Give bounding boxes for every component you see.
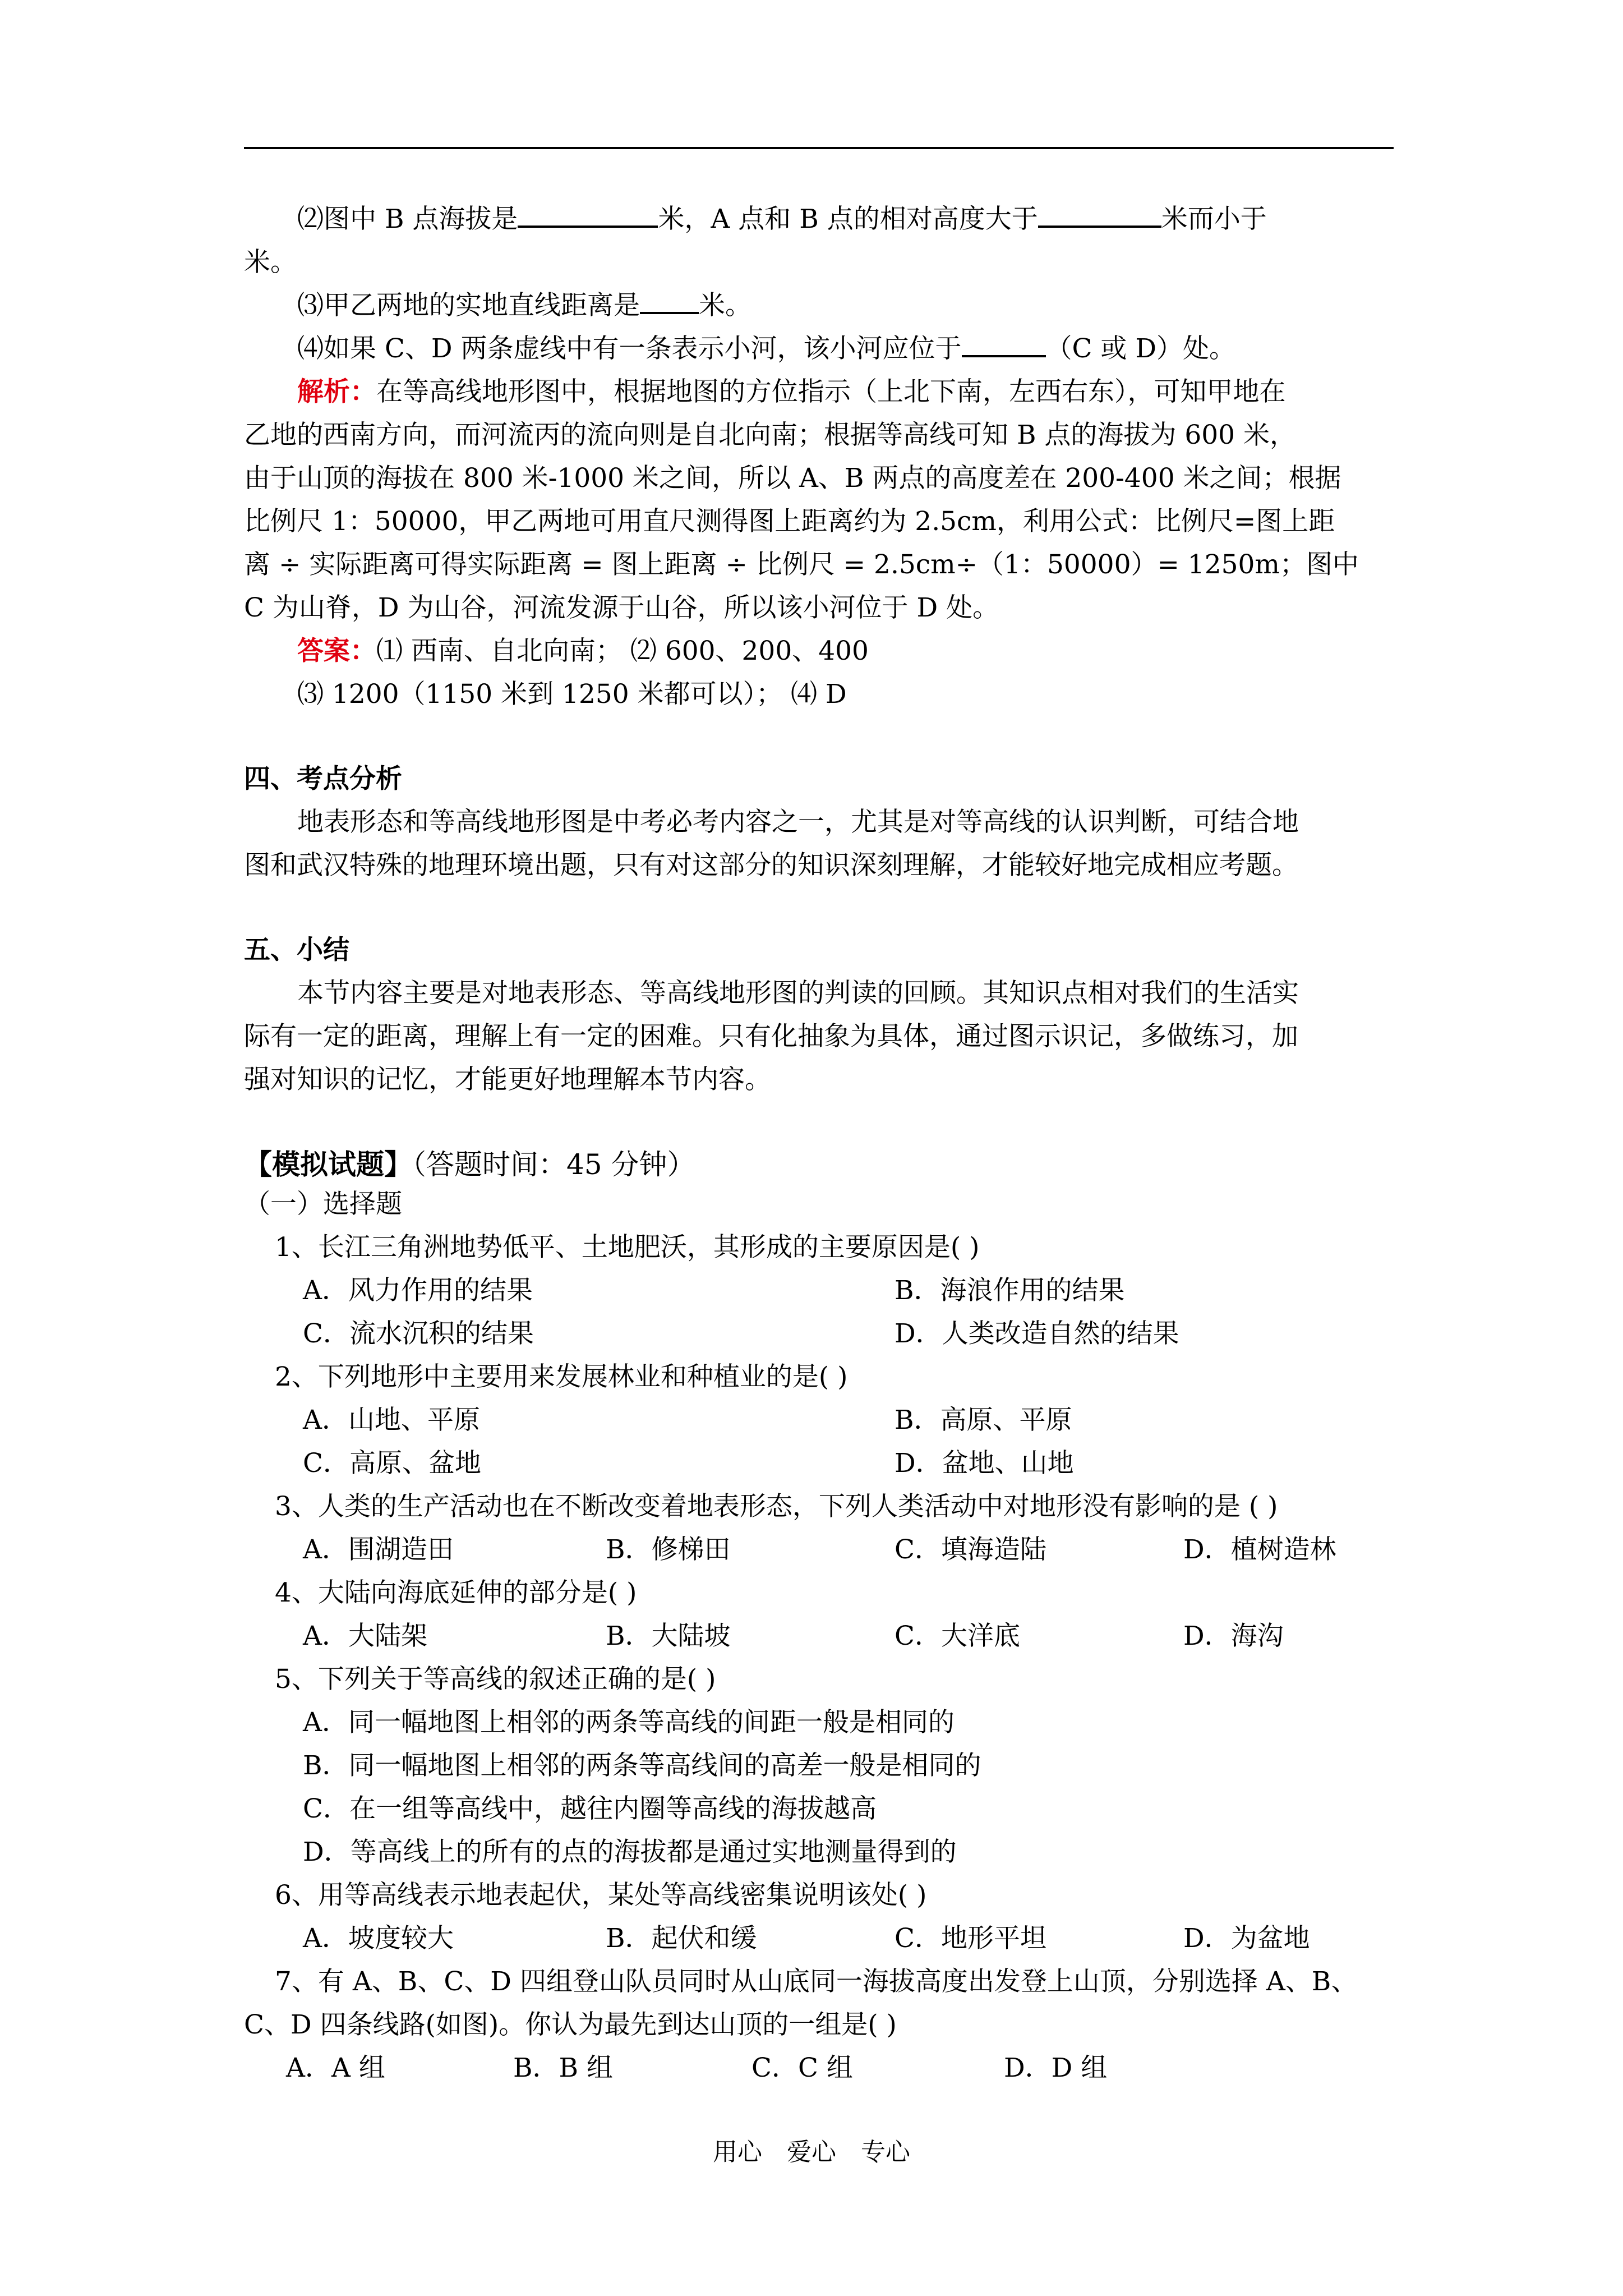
q4-option-c: C．大洋底 (895, 1621, 1020, 1651)
answer-line-1: 答案：⑴ 西南、自北向南； ⑵ 600、200、400 (297, 636, 869, 666)
q5-option-a: A．同一幅地图上相邻的两条等高线的间距一般是相同的 (303, 1707, 955, 1738)
section-4-line-1: 地表形态和等高线地形图是中考必考内容之一，尤其是对等高线的认识判断，可结合地 (297, 807, 1299, 838)
question-5-mock: 5、下列关于等高线的叙述正确的是( ) (275, 1664, 716, 1695)
q7-option-c: C．C 组 (751, 2053, 853, 2083)
q3-option-d: D．植树造林 (1183, 1534, 1336, 1565)
analysis-line-4: 比例尺 1：50000，甲乙两地可用直尺测得图上距离约为 2.5cm，利用公式：比例尺=图上距 (244, 506, 1335, 537)
q1-option-b: B．海浪作用的结果 (895, 1275, 1125, 1306)
q1-option-a: A．风力作用的结果 (303, 1275, 533, 1306)
answer-line-2: ⑶ 1200（1150 米到 1250 米都可以）； ⑷ D (297, 679, 847, 710)
choice-heading: （一）选择题 (244, 1189, 402, 1220)
section-5-line-3: 强对知识的记忆，才能更好地理解本节内容。 (244, 1064, 771, 1095)
q2-option-a: A．山地、平原 (303, 1405, 480, 1435)
q5-option-d: D．等高线上的所有的点的海拔都是通过实地测量得到的 (303, 1837, 957, 1867)
q6-option-c: C．地形平坦 (895, 1923, 1046, 1954)
q2-option-b: B．高原、平原 (895, 1405, 1072, 1435)
question-6-mock: 6、用等高线表示地表起伏，某处等高线密集说明该处( ) (275, 1880, 927, 1911)
q6-option-a: A．坡度较大 (303, 1923, 454, 1954)
answer-label: 答案： (297, 636, 376, 666)
q1-option-d: D．人类改造自然的结果 (895, 1318, 1179, 1349)
page-footer: 用心 爱心 专心 (713, 2138, 910, 2166)
q5-option-b: B．同一幅地图上相邻的两条等高线间的高差一般是相同的 (303, 1750, 981, 1781)
mock-test-time: （答题时间：45 分钟） (412, 1148, 695, 1181)
q4-option-d: D．海沟 (1183, 1621, 1284, 1651)
question-2: 2、下列地形中主要用来发展林业和种植业的是( ) (275, 1361, 848, 1392)
analysis-line-1: 解析：在等高线地形图中，根据地图的方位指示（上北下南，左西右东），可知甲地在 (297, 376, 1286, 407)
q7-option-a: A．A 组 (286, 2053, 385, 2083)
question-2-line-1: ⑵图中 B 点海拔是 米，A 点和 B 点的相对高度大于 米而小于 (297, 197, 1441, 241)
q6-option-d: D．为盆地 (1183, 1923, 1310, 1954)
analysis-label: 解析： (297, 376, 376, 407)
q3-option-c: C．填海造陆 (895, 1534, 1046, 1565)
q4-option-a: A．大陆架 (303, 1621, 427, 1651)
question-4-mock: 4、大陆向海底延伸的部分是( ) (275, 1577, 637, 1608)
q3-option-b: B．修梯田 (606, 1534, 731, 1565)
mock-test-title: 【模拟试题】 (244, 1148, 412, 1181)
section-5-line-2: 际有一定的距离，理解上有一定的困难。只有化抽象为具体，通过图示识记，多做练习，加 (244, 1021, 1298, 1052)
answer-blank (518, 200, 658, 228)
answer-blank (1038, 200, 1161, 228)
mock-test-header (244, 1143, 1388, 1186)
question-7-line-1: 7、有 A、B、C、D 四组登山队员同时从山底同一海拔高度出发登上山顶，分别选择 A、B、 (275, 1966, 1358, 1997)
question-7-line-2: C、D 四条线路(如图)。你认为最先到达山顶的一组是( ) (244, 2009, 897, 2040)
question-3: ⑶甲乙两地的实地直线距离是 米。 (297, 284, 1441, 327)
section-4-title: 四、考点分析 (244, 763, 402, 794)
q7-option-b: B．B 组 (513, 2053, 614, 2083)
question-2-line-2: 米。 (244, 247, 297, 278)
question-4: ⑷如果 C、D 两条虚线中有一条表示小河，该小河应位于 （C 或 D）处。 (297, 327, 1441, 370)
q2-option-c: C．高原、盆地 (303, 1448, 481, 1479)
answer-blank (962, 329, 1046, 357)
q3-option-a: A．围湖造田 (303, 1534, 454, 1565)
q2-option-d: D．盆地、山地 (895, 1448, 1074, 1479)
answer-blank (640, 286, 699, 314)
section-5-title: 五、小结 (244, 935, 349, 965)
q4-option-b: B．大陆坡 (606, 1621, 731, 1651)
question-3-mock: 3、人类的生产活动也在不断改变着地表形态，下列人类活动中对地形没有影响的是 ( ) (275, 1491, 1278, 1522)
analysis-line-2: 乙地的西南方向，而河流丙的流向则是自北向南；根据等高线可知 B 点的海拔为 600 米， (244, 420, 1297, 450)
section-4-line-2: 图和武汉特殊的地理环境出题，只有对这部分的知识深刻理解，才能较好地完成相应考题。 (244, 850, 1298, 881)
question-1: 1、长江三角洲地势低平、土地肥沃，其形成的主要原因是( ) (275, 1232, 980, 1263)
q1-option-c: C．流水沉积的结果 (303, 1318, 534, 1349)
analysis-line-3: 由于山顶的海拔在 800 米-1000 米之间，所以 A、B 两点的高度差在 200-400 米之间；根据 (244, 463, 1341, 494)
header-rule (244, 147, 1394, 149)
analysis-line-6: C 为山脊，D 为山谷，河流发源于山谷，所以该小河位于 D 处。 (244, 592, 999, 623)
section-5-line-1: 本节内容主要是对地表形态、等高线地形图的判读的回顾。其知识点相对我们的生活实 (297, 978, 1299, 1009)
q6-option-b: B．起伏和缓 (606, 1923, 757, 1954)
analysis-line-5: 离 ÷ 实际距离可得实际距离 = 图上距离 ÷ 比例尺 = 2.5cm÷（1：50000）= 1250m；图中 (244, 549, 1359, 580)
q7-option-d: D．D 组 (1004, 2053, 1108, 2083)
q5-option-c: C．在一组等高线中，越往内圈等高线的海拔越高 (303, 1793, 877, 1824)
